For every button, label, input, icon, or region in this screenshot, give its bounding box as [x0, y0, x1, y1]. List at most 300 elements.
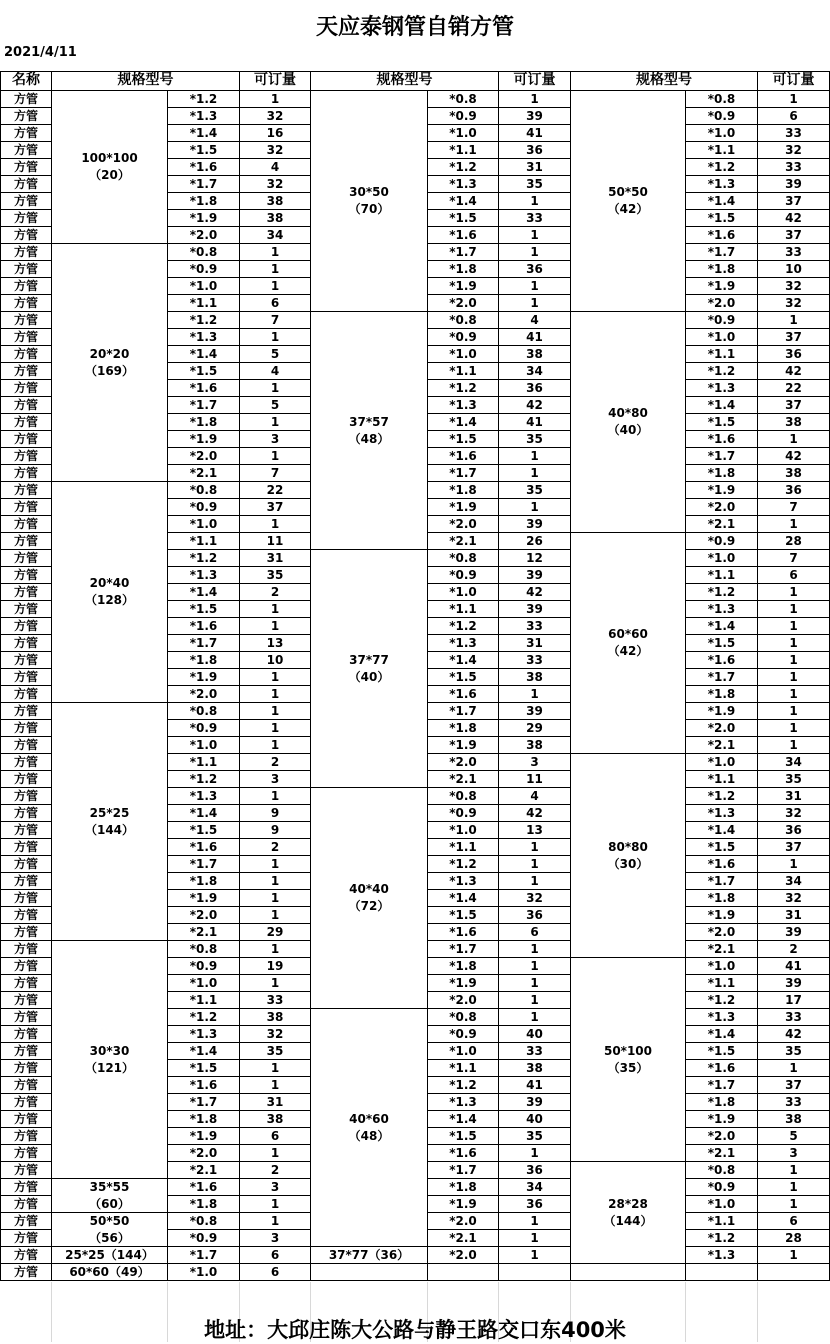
qty-cell: 35 — [499, 482, 571, 499]
thickness-cell: *1.5 — [428, 431, 499, 448]
thickness-cell: *1.2 — [428, 618, 499, 635]
size-group-cell — [571, 312, 686, 533]
name-cell: 方管 — [0, 737, 52, 754]
qty-cell: 1 — [758, 856, 830, 873]
thickness-cell: *1.0 — [428, 822, 499, 839]
name-cell: 方管 — [0, 1111, 52, 1128]
name-cell: 方管 — [0, 329, 52, 346]
thickness-cell: *1.7 — [428, 941, 499, 958]
qty-cell: 2 — [240, 584, 311, 601]
name-cell: 方管 — [0, 210, 52, 227]
name-cell: 方管 — [0, 1213, 52, 1230]
qty-cell: 32 — [758, 142, 830, 159]
thickness-cell: *1.2 — [686, 159, 758, 176]
page-title: 天应泰钢管自销方管 — [315, 15, 514, 40]
thickness-cell: *1.4 — [428, 890, 499, 907]
thickness-cell: *1.6 — [168, 839, 240, 856]
thickness-cell: *1.4 — [686, 397, 758, 414]
thickness-cell: *2.0 — [428, 1213, 499, 1230]
thickness-cell: *1.3 — [428, 397, 499, 414]
qty-cell: 1 — [240, 380, 311, 397]
qty-cell: 31 — [499, 635, 571, 652]
qty-cell: 1 — [758, 516, 830, 533]
qty-cell: 39 — [499, 601, 571, 618]
qty-cell: 39 — [758, 924, 830, 941]
name-cell: 方管 — [0, 703, 52, 720]
qty-cell: 7 — [240, 465, 311, 482]
size-group-cell — [52, 703, 168, 941]
thickness-cell: *1.5 — [428, 210, 499, 227]
thickness-cell: *2.0 — [686, 295, 758, 312]
size-total: （169） — [84, 363, 135, 378]
qty-cell: 1 — [240, 907, 311, 924]
qty-cell: 38 — [499, 737, 571, 754]
qty-cell: 13 — [499, 822, 571, 839]
qty-cell: 1 — [240, 1196, 311, 1213]
name-cell: 方管 — [0, 108, 52, 125]
thickness-cell: *1.7 — [168, 635, 240, 652]
thickness-cell: *1.3 — [168, 329, 240, 346]
name-cell: 方管 — [0, 1094, 52, 1111]
qty-cell: 36 — [758, 482, 830, 499]
name-cell: 方管 — [0, 91, 52, 108]
qty-cell: 37 — [758, 193, 830, 210]
qty-cell: 33 — [499, 210, 571, 227]
thickness-cell: *2.1 — [428, 771, 499, 788]
qty-cell: 36 — [499, 1162, 571, 1179]
qty-cell: 6 — [240, 295, 311, 312]
qty-cell: 1 — [499, 941, 571, 958]
name-cell: 方管 — [0, 822, 52, 839]
qty-cell: 32 — [758, 890, 830, 907]
thickness-cell: *1.6 — [168, 159, 240, 176]
qty-cell: 1 — [240, 737, 311, 754]
thickness-cell: *1.8 — [168, 193, 240, 210]
thickness-cell: *1.8 — [168, 1111, 240, 1128]
name-cell: 方管 — [0, 1264, 52, 1281]
thickness-cell: *1.7 — [686, 1077, 758, 1094]
name-cell: 方管 — [0, 584, 52, 601]
size-total: （30） — [607, 856, 649, 871]
thickness-cell: *1.7 — [686, 448, 758, 465]
qty-cell: 42 — [758, 363, 830, 380]
thickness-cell: *1.0 — [686, 329, 758, 346]
thickness-cell: *1.4 — [168, 346, 240, 363]
size-total: （42） — [607, 202, 649, 216]
name-cell: 方管 — [0, 924, 52, 941]
qty-cell: 32 — [240, 142, 311, 159]
qty-cell: 4 — [240, 363, 311, 380]
thickness-cell: *1.2 — [168, 312, 240, 329]
thickness-cell: *1.7 — [168, 856, 240, 873]
thickness-cell: *2.0 — [168, 448, 240, 465]
size-group-cell — [571, 1264, 686, 1281]
name-cell: 方管 — [0, 1009, 52, 1026]
name-cell: 方管 — [0, 244, 52, 261]
size-group-cell — [52, 1247, 168, 1264]
qty-cell: 39 — [499, 567, 571, 584]
qty-cell: 38 — [758, 1111, 830, 1128]
qty-cell: 9 — [240, 805, 311, 822]
qty-cell: 1 — [240, 244, 311, 261]
thickness-cell: *1.6 — [686, 652, 758, 669]
qty-cell: 2 — [240, 754, 311, 771]
qty-cell: 2 — [758, 941, 830, 958]
name-cell: 方管 — [0, 516, 52, 533]
qty-cell: 1 — [499, 839, 571, 856]
qty-cell: 1 — [758, 1179, 830, 1196]
thickness-cell: *1.7 — [428, 465, 499, 482]
qty-cell: 41 — [499, 329, 571, 346]
qty-cell: 42 — [499, 397, 571, 414]
thickness-cell: *1.4 — [686, 822, 758, 839]
thickness-cell: *1.3 — [168, 108, 240, 125]
report-date: 2021/4/11 — [4, 45, 77, 60]
name-cell: 方管 — [0, 1128, 52, 1145]
size-group-cell — [571, 1162, 686, 1264]
thickness-cell: *2.0 — [428, 1247, 499, 1264]
qty-cell: 6 — [240, 1264, 311, 1281]
name-cell: 方管 — [0, 1162, 52, 1179]
qty-cell: 29 — [499, 720, 571, 737]
thickness-cell: *0.9 — [686, 108, 758, 125]
thickness-cell: *1.1 — [428, 142, 499, 159]
qty-cell: 1 — [758, 652, 830, 669]
thickness-cell: *2.0 — [168, 907, 240, 924]
qty-cell: 1 — [240, 601, 311, 618]
thickness-cell: *0.9 — [168, 499, 240, 516]
name-cell: 方管 — [0, 431, 52, 448]
qty-cell: 40 — [499, 1111, 571, 1128]
qty-cell: 1 — [758, 1060, 830, 1077]
size-label: 40*40 — [349, 882, 389, 897]
thickness-cell: *0.8 — [428, 91, 499, 108]
header-spec: 规格型号 — [571, 71, 758, 91]
qty-cell: 1 — [758, 737, 830, 754]
name-cell: 方管 — [0, 1060, 52, 1077]
thickness-cell: *1.9 — [428, 975, 499, 992]
thickness-cell: *1.2 — [168, 550, 240, 567]
thickness-cell: *0.8 — [168, 482, 240, 499]
size-label: 25*25 — [89, 805, 130, 820]
thickness-cell: *1.3 — [428, 873, 499, 890]
thickness-cell: *1.1 — [168, 295, 240, 312]
name-cell: 方管 — [0, 159, 52, 176]
name-cell: 方管 — [0, 669, 52, 686]
size-group-cell — [311, 91, 428, 312]
size-group-cell — [571, 754, 686, 958]
qty-cell: 36 — [499, 261, 571, 278]
qty-cell: 1 — [499, 856, 571, 873]
name-cell: 方管 — [0, 125, 52, 142]
thickness-cell: *1.6 — [428, 686, 499, 703]
name-cell: 方管 — [0, 1026, 52, 1043]
thickness-cell: *0.8 — [168, 703, 240, 720]
thickness-cell: *1.5 — [428, 1128, 499, 1145]
name-cell: 方管 — [0, 941, 52, 958]
thickness-cell: *1.2 — [686, 788, 758, 805]
qty-cell: 22 — [240, 482, 311, 499]
qty-cell: 39 — [499, 1094, 571, 1111]
thickness-cell: *1.1 — [168, 533, 240, 550]
qty-cell: 1 — [240, 788, 311, 805]
size-group-cell — [52, 482, 168, 703]
qty-cell: 1 — [240, 1060, 311, 1077]
qty-cell: 36 — [499, 142, 571, 159]
qty-cell: 37 — [758, 397, 830, 414]
thickness-cell: *1.6 — [686, 227, 758, 244]
qty-cell: 39 — [758, 176, 830, 193]
qty-cell: 6 — [240, 1247, 311, 1264]
thickness-cell: *1.8 — [686, 465, 758, 482]
thickness-cell: *2.0 — [428, 295, 499, 312]
thickness-cell: *1.7 — [428, 703, 499, 720]
name-cell: 方管 — [0, 380, 52, 397]
thickness-cell: *1.3 — [686, 1009, 758, 1026]
size-group-cell — [52, 941, 168, 1179]
qty-cell: 11 — [499, 771, 571, 788]
qty-cell: 1 — [499, 686, 571, 703]
thickness-cell: *0.8 — [428, 1009, 499, 1026]
qty-cell: 37 — [758, 227, 830, 244]
qty-cell: 39 — [758, 975, 830, 992]
size-total: （72） — [348, 899, 390, 913]
qty-cell: 34 — [499, 363, 571, 380]
qty-cell: 37 — [758, 1077, 830, 1094]
qty-cell: 10 — [758, 261, 830, 278]
qty-cell: 3 — [240, 1230, 311, 1247]
thickness-cell: *1.9 — [428, 278, 499, 295]
size-label: 35*55 — [89, 1179, 130, 1194]
name-cell: 方管 — [0, 771, 52, 788]
qty-cell: 36 — [758, 822, 830, 839]
thickness-cell: *0.9 — [428, 805, 499, 822]
name-cell: 方管 — [0, 550, 52, 567]
size-total: （40） — [607, 423, 649, 437]
size-label: 100*100 — [81, 151, 138, 166]
qty-cell: 1 — [240, 278, 311, 295]
thickness-cell: *1.1 — [428, 363, 499, 380]
thickness-cell: *2.0 — [428, 754, 499, 771]
thickness-cell: *1.2 — [686, 1230, 758, 1247]
thickness-cell: *2.0 — [686, 1128, 758, 1145]
qty-cell: 1 — [499, 1247, 571, 1264]
name-cell: 方管 — [0, 975, 52, 992]
qty-cell: 37 — [758, 839, 830, 856]
thickness-cell: *1.8 — [428, 958, 499, 975]
qty-cell: 36 — [499, 1196, 571, 1213]
name-cell: 方管 — [0, 465, 52, 482]
thickness-cell: *1.8 — [686, 890, 758, 907]
thickness-cell: *0.9 — [686, 533, 758, 550]
qty-cell: 35 — [499, 176, 571, 193]
qty-cell: 5 — [240, 397, 311, 414]
qty-cell: 1 — [758, 720, 830, 737]
name-cell: 方管 — [0, 499, 52, 516]
thickness-cell: *2.1 — [686, 516, 758, 533]
thickness-cell: *0.9 — [428, 108, 499, 125]
name-cell: 方管 — [0, 907, 52, 924]
thickness-cell: *1.5 — [168, 601, 240, 618]
qty-cell: 33 — [758, 159, 830, 176]
qty-cell: 1 — [499, 193, 571, 210]
qty-cell: 9 — [240, 822, 311, 839]
qty-cell: 31 — [240, 1094, 311, 1111]
qty-cell: 17 — [758, 992, 830, 1009]
thickness-cell: *1.9 — [168, 1128, 240, 1145]
thickness-cell: *1.0 — [428, 125, 499, 142]
thickness-cell: *1.0 — [686, 1196, 758, 1213]
thickness-cell: *1.7 — [428, 244, 499, 261]
qty-cell: 1 — [499, 499, 571, 516]
qty-cell: 7 — [758, 550, 830, 567]
thickness-cell: *1.6 — [686, 1060, 758, 1077]
qty-cell — [758, 1264, 830, 1281]
qty-cell: 3 — [240, 771, 311, 788]
name-cell: 方管 — [0, 261, 52, 278]
qty-cell: 2 — [240, 839, 311, 856]
thickness-cell: *0.8 — [428, 550, 499, 567]
qty-cell: 5 — [240, 346, 311, 363]
qty-cell: 33 — [758, 125, 830, 142]
size-total: （40） — [348, 669, 390, 684]
thickness-cell: *2.1 — [168, 465, 240, 482]
qty-cell: 31 — [758, 788, 830, 805]
thickness-cell: *1.5 — [168, 363, 240, 380]
qty-cell: 12 — [499, 550, 571, 567]
size-label: 40*60 — [349, 1111, 389, 1126]
qty-cell: 35 — [240, 567, 311, 584]
thickness-cell: *1.2 — [428, 1077, 499, 1094]
thickness-cell: *1.8 — [168, 1196, 240, 1213]
thickness-cell: *1.0 — [428, 584, 499, 601]
header-spec: 规格型号 — [311, 71, 499, 91]
size-total: （128） — [84, 593, 135, 607]
qty-cell: 35 — [240, 1043, 311, 1060]
thickness-cell: *1.5 — [686, 414, 758, 431]
qty-cell: 32 — [758, 295, 830, 312]
size-label: 37*57 — [349, 414, 389, 429]
thickness-cell: *0.9 — [428, 567, 499, 584]
name-cell: 方管 — [0, 1196, 52, 1213]
qty-cell: 42 — [499, 805, 571, 822]
qty-cell: 4 — [499, 312, 571, 329]
thickness-cell: *0.8 — [428, 788, 499, 805]
thickness-cell: *0.8 — [168, 244, 240, 261]
qty-cell: 5 — [758, 1128, 830, 1145]
thickness-cell: *0.9 — [168, 720, 240, 737]
name-cell: 方管 — [0, 788, 52, 805]
thickness-cell: *1.3 — [686, 601, 758, 618]
qty-cell: 1 — [240, 448, 311, 465]
name-cell: 方管 — [0, 482, 52, 499]
qty-cell: 42 — [758, 210, 830, 227]
qty-cell: 40 — [499, 1026, 571, 1043]
size-group-cell — [311, 788, 428, 1009]
thickness-cell: *1.7 — [168, 1247, 240, 1264]
qty-cell: 1 — [758, 686, 830, 703]
qty-cell: 36 — [499, 380, 571, 397]
qty-cell: 1 — [499, 227, 571, 244]
thickness-cell: *1.3 — [168, 1026, 240, 1043]
thickness-cell: *1.8 — [686, 1094, 758, 1111]
thickness-cell: *1.5 — [686, 210, 758, 227]
name-cell: 方管 — [0, 533, 52, 550]
qty-cell: 38 — [240, 1111, 311, 1128]
qty-cell: 10 — [240, 652, 311, 669]
size-label: 40*80 — [608, 406, 648, 421]
size-total: （48） — [348, 431, 390, 446]
size-group-cell — [52, 1179, 168, 1213]
qty-cell: 1 — [758, 1196, 830, 1213]
qty-cell: 1 — [758, 584, 830, 601]
thickness-cell: *1.0 — [686, 958, 758, 975]
thickness-cell: *0.8 — [168, 941, 240, 958]
name-cell: 方管 — [0, 1230, 52, 1247]
thickness-cell: *1.9 — [686, 1111, 758, 1128]
qty-cell: 6 — [758, 567, 830, 584]
size-total: （60） — [89, 1196, 130, 1211]
name-cell: 方管 — [0, 635, 52, 652]
size-group-cell — [571, 91, 686, 312]
thickness-cell: *1.3 — [428, 176, 499, 193]
qty-cell: 1 — [499, 975, 571, 992]
qty-cell: 38 — [499, 669, 571, 686]
qty-cell: 1 — [499, 958, 571, 975]
qty-cell: 35 — [758, 1043, 830, 1060]
thickness-cell: *1.8 — [168, 414, 240, 431]
qty-cell: 1 — [240, 329, 311, 346]
size-group-cell — [52, 1213, 168, 1247]
qty-cell: 37 — [758, 329, 830, 346]
qty-cell: 41 — [499, 125, 571, 142]
thickness-cell: *0.9 — [168, 958, 240, 975]
qty-cell: 28 — [758, 1230, 830, 1247]
thickness-cell: *1.6 — [168, 1179, 240, 1196]
qty-cell: 29 — [240, 924, 311, 941]
thickness-cell: *1.9 — [686, 907, 758, 924]
thickness-cell: *1.6 — [168, 618, 240, 635]
thickness-cell: *1.2 — [168, 91, 240, 108]
qty-cell: 33 — [758, 1094, 830, 1111]
thickness-cell: *0.9 — [428, 329, 499, 346]
qty-cell: 35 — [758, 771, 830, 788]
thickness-cell: *1.0 — [686, 125, 758, 142]
thickness-cell: *0.9 — [168, 261, 240, 278]
size-total: （42） — [607, 644, 649, 658]
thickness-cell: *1.8 — [428, 482, 499, 499]
thickness-cell: *1.6 — [428, 924, 499, 941]
thickness-cell: *1.8 — [686, 686, 758, 703]
qty-cell: 33 — [758, 1009, 830, 1026]
thickness-cell: *0.8 — [428, 312, 499, 329]
qty-cell: 1 — [499, 1213, 571, 1230]
name-cell: 方管 — [0, 958, 52, 975]
thickness-cell: *1.6 — [168, 1077, 240, 1094]
thickness-cell: *1.8 — [168, 873, 240, 890]
qty-cell: 38 — [758, 414, 830, 431]
thickness-cell: *1.0 — [168, 1264, 240, 1281]
qty-cell: 1 — [499, 295, 571, 312]
qty-cell: 39 — [499, 516, 571, 533]
size-label: 50*50 — [608, 185, 648, 200]
thickness-cell: *1.9 — [168, 890, 240, 907]
size-total: （56） — [89, 1230, 130, 1245]
name-cell: 方管 — [0, 1179, 52, 1196]
name-cell: 方管 — [0, 839, 52, 856]
thickness-cell: *1.5 — [168, 822, 240, 839]
qty-cell: 1 — [240, 720, 311, 737]
